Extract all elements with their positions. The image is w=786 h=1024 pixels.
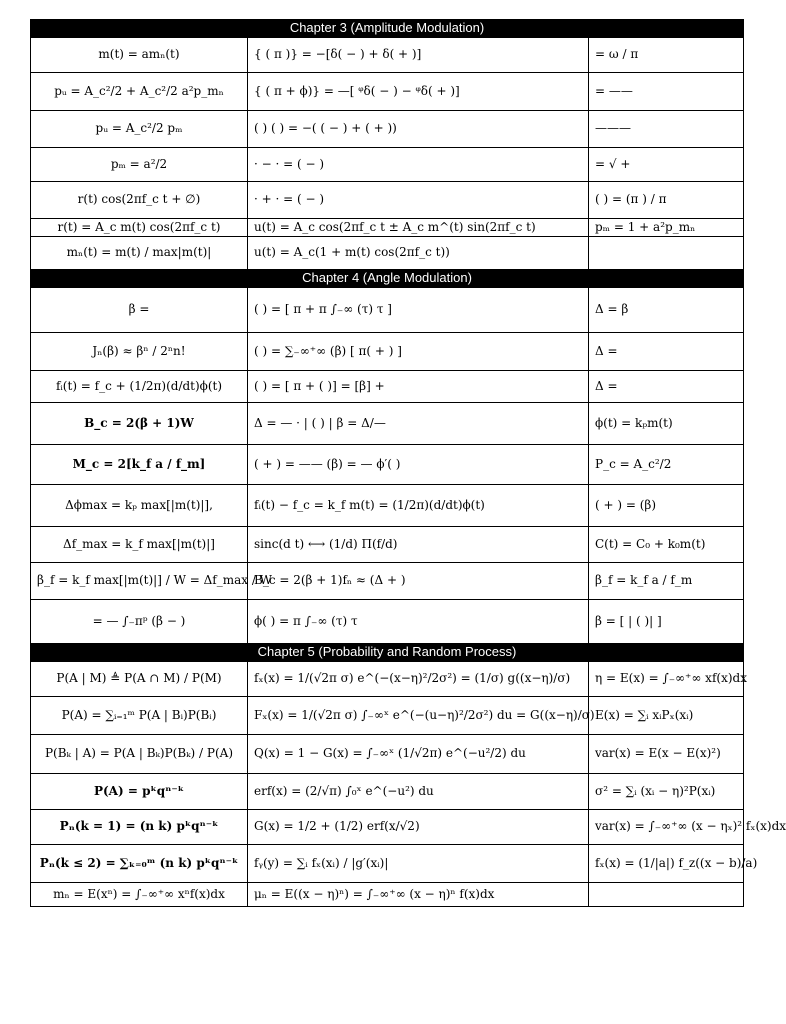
formula-cell-col1: pᵤ = A_c²/2 + A_c²/2 a²p_mₙ xyxy=(31,73,248,111)
formula-row xyxy=(31,288,744,333)
formula-cell-col2: Q(x) = 1 − G(x) = ∫₋∞ˣ (1/√2π) e^(−u²/2) du xyxy=(248,735,589,774)
formula-cell-col1: mₙ = E(xⁿ) = ∫₋∞⁺∞ xⁿf(x)dx xyxy=(31,883,248,907)
formula-cell-col2: · + · = ( − ) xyxy=(248,182,589,219)
formula-cell-col3: = —— xyxy=(589,73,744,111)
formula-cell-col1: pᵤ = A_c²/2 pₘ xyxy=(31,111,248,148)
formula-cell-col1: mₙ(t) = m(t) / max|m(t)| xyxy=(31,237,248,270)
formula-row xyxy=(31,883,744,907)
chapter-title: Chapter 4 (Angle Modulation) xyxy=(31,270,744,288)
formula-cell-col1: Δϕmax = kₚ max[|m(t)|], xyxy=(31,485,248,527)
formula-cell-col2: { ( π )} = −[δ( − ) + δ( + )] xyxy=(248,38,589,73)
formula-cell-col1: P(Bₖ | A) = P(A | Bₖ)P(Bₖ) / P(A) xyxy=(31,735,248,774)
formula-cell-col2: u(t) = A_c cos(2πf_c t ± A_c m^(t) sin(2πf_c t) xyxy=(248,219,589,237)
formula-cell-col2: Fₓ(x) = 1/(√2π σ) ∫₋∞ˣ e^(−(u−η)²/2σ²) du = G((x−η)/σ) xyxy=(248,697,589,735)
formula-cell-col3: P_c = A_c²/2 xyxy=(589,445,744,485)
formula-cell-col1: m(t) = amₙ(t) xyxy=(31,38,248,73)
formula-cell-col3: var(x) = E(x − E(x)²) xyxy=(589,735,744,774)
formula-cell-col3: ( + ) = (β) xyxy=(589,485,744,527)
formula-cell-col3: ( ) = (π ) / π xyxy=(589,182,744,219)
formula-cell-col2: erf(x) = (2/√π) ∫₀ˣ e^(−u²) du xyxy=(248,774,589,810)
chapter-header xyxy=(31,644,744,662)
formula-row xyxy=(31,111,744,148)
chapter-title: Chapter 5 (Probability and Random Process) xyxy=(31,644,744,662)
formula-row xyxy=(31,219,744,237)
formula-cell-col1: Jₙ(β) ≈ βⁿ / 2ⁿn! xyxy=(31,333,248,371)
formula-cell-col1: Δf_max = k_f max[|m(t)|] xyxy=(31,527,248,563)
formula-cell-col1: = — ∫₋πᵖ (β − ) xyxy=(31,600,248,644)
formula-cell-col1: r(t) cos(2πf_c t + ∅) xyxy=(31,182,248,219)
formula-cell-col2: · − · = ( − ) xyxy=(248,148,589,182)
formula-row xyxy=(31,333,744,371)
formula-cell-col3 xyxy=(589,237,744,270)
formula-cell-col2: G(x) = 1/2 + (1/2) erf(x/√2) xyxy=(248,810,589,845)
formula-row xyxy=(31,182,744,219)
formula-row xyxy=(31,38,744,73)
formula-cell-col1: Pₙ(k ≤ 2) = ∑ₖ₌₀ᵐ (n k) pᵏqⁿ⁻ᵏ xyxy=(31,845,248,883)
formula-cell-col2: ( + ) = —— (β) = — ϕ′( ) xyxy=(248,445,589,485)
formula-cell-col1: Pₙ(k = 1) = (n k) pᵏqⁿ⁻ᵏ xyxy=(31,810,248,845)
formula-row xyxy=(31,697,744,735)
formula-table xyxy=(30,19,786,907)
formula-cell-col3: β_f = k_f a / f_m xyxy=(589,563,744,600)
formula-cell-col2: Δ = — · | ( ) | β = Δ/— xyxy=(248,403,589,445)
formula-cell-col3: pₘ = 1 + a²p_mₙ xyxy=(589,219,744,237)
formula-row xyxy=(31,527,744,563)
formula-row xyxy=(31,735,744,774)
formula-cell-col3: C(t) = C₀ + k₀m(t) xyxy=(589,527,744,563)
formula-row xyxy=(31,148,744,182)
formula-cell-col2: B_c = 2(β + 1)fₙ ≈ (Δ + ) xyxy=(248,563,589,600)
chapter-title: Chapter 3 (Amplitude Modulation) xyxy=(31,20,744,38)
formula-cell-col1: P(A | M) ≜ P(A ∩ M) / P(M) xyxy=(31,662,248,697)
formula-row xyxy=(31,485,744,527)
formula-cell-col2: ( ) = ∑₋∞⁺∞ (β) [ π( + ) ] xyxy=(248,333,589,371)
formula-cell-col2: sinc(d t) ⟷ (1/d) Π(f/d) xyxy=(248,527,589,563)
formula-cell-col3: Δ = β xyxy=(589,288,744,333)
formula-cell-col2: ( ) ( ) = −( ( − ) + ( + )) xyxy=(248,111,589,148)
formula-cell-col1: fᵢ(t) = f_c + (1/2π)(d/dt)ϕ(t) xyxy=(31,371,248,403)
formula-cell-col3: = √ + xyxy=(589,148,744,182)
formula-cell-col2: { ( π + ϕ)} = —[ ᵠδ( − ) − ᵠδ( + )] xyxy=(248,73,589,111)
formula-cell-col2: ( ) = [ π + ( )] = [β] + xyxy=(248,371,589,403)
formula-cell-col3: σ² = ∑ᵢ (xᵢ − η)²P(xᵢ) xyxy=(589,774,744,810)
chapter-header xyxy=(31,270,744,288)
formula-row xyxy=(31,73,744,111)
formula-row xyxy=(31,445,744,485)
formula-cell-col3: var(x) = ∫₋∞⁺∞ (x − ηₓ)² fₓ(x)dx xyxy=(589,810,744,845)
formula-cell-col1: r(t) = A_c m(t) cos(2πf_c t) xyxy=(31,219,248,237)
formula-cell-col2: ϕ( ) = π ∫₋∞ (τ) τ xyxy=(248,600,589,644)
formula-sheet xyxy=(30,19,786,907)
formula-cell-col3: Δ = xyxy=(589,333,744,371)
formula-cell-col2: fᵧ(y) = ∑ᵢ fₓ(xᵢ) / |g′(xᵢ)| xyxy=(248,845,589,883)
formula-cell-col3: Δ = xyxy=(589,371,744,403)
formula-cell-col2: ( ) = [ π + π ∫₋∞ (τ) τ ] xyxy=(248,288,589,333)
formula-row xyxy=(31,371,744,403)
formula-row xyxy=(31,403,744,445)
formula-cell-col3: E(x) = ∑ᵢ xᵢPₓ(xᵢ) xyxy=(589,697,744,735)
formula-row xyxy=(31,810,744,845)
formula-row xyxy=(31,845,744,883)
formula-cell-col2: u(t) = A_c(1 + m(t) cos(2πf_c t)) xyxy=(248,237,589,270)
formula-cell-col3: η = E(x) = ∫₋∞⁺∞ xf(x)dx xyxy=(589,662,744,697)
chapter-header xyxy=(31,20,744,38)
formula-cell-col3: = ω / π xyxy=(589,38,744,73)
formula-row xyxy=(31,563,744,600)
formula-table-body xyxy=(31,20,786,907)
formula-row xyxy=(31,600,744,644)
formula-cell-col2: μₙ = E((x − η)ⁿ) = ∫₋∞⁺∞ (x − η)ⁿ f(x)dx xyxy=(248,883,589,907)
formula-cell-col3: β = [ | ( )| ] xyxy=(589,600,744,644)
formula-row xyxy=(31,662,744,697)
formula-cell-col1: β = xyxy=(31,288,248,333)
formula-cell-col3: fₓ(x) = (1/|a|) f_z((x − b)/a) xyxy=(589,845,744,883)
formula-cell-col2: fᵢ(t) − f_c = k_f m(t) = (1/2π)(d/dt)ϕ(t) xyxy=(248,485,589,527)
formula-row xyxy=(31,774,744,810)
formula-cell-col2: fₓ(x) = 1/(√2π σ) e^(−(x−η)²/2σ²) = (1/σ) g((x−η)/σ) xyxy=(248,662,589,697)
formula-cell-col3: ——— xyxy=(589,111,744,148)
formula-row xyxy=(31,237,744,270)
formula-cell-col1: β_f = k_f max[|m(t)|] / W = Δf_max / W xyxy=(31,563,248,600)
formula-cell-col1: pₘ = a²/2 xyxy=(31,148,248,182)
formula-cell-col1: M_c = 2[k_f a / f_m] xyxy=(31,445,248,485)
formula-cell-col1: P(A) = ∑ᵢ₌₁ᵐ P(A | Bᵢ)P(Bᵢ) xyxy=(31,697,248,735)
formula-cell-col1: B_c = 2(β + 1)W xyxy=(31,403,248,445)
formula-cell-col1: P(A) = pᵏqⁿ⁻ᵏ xyxy=(31,774,248,810)
formula-cell-col3 xyxy=(589,883,744,907)
formula-cell-col3: ϕ(t) = kₚm(t) xyxy=(589,403,744,445)
